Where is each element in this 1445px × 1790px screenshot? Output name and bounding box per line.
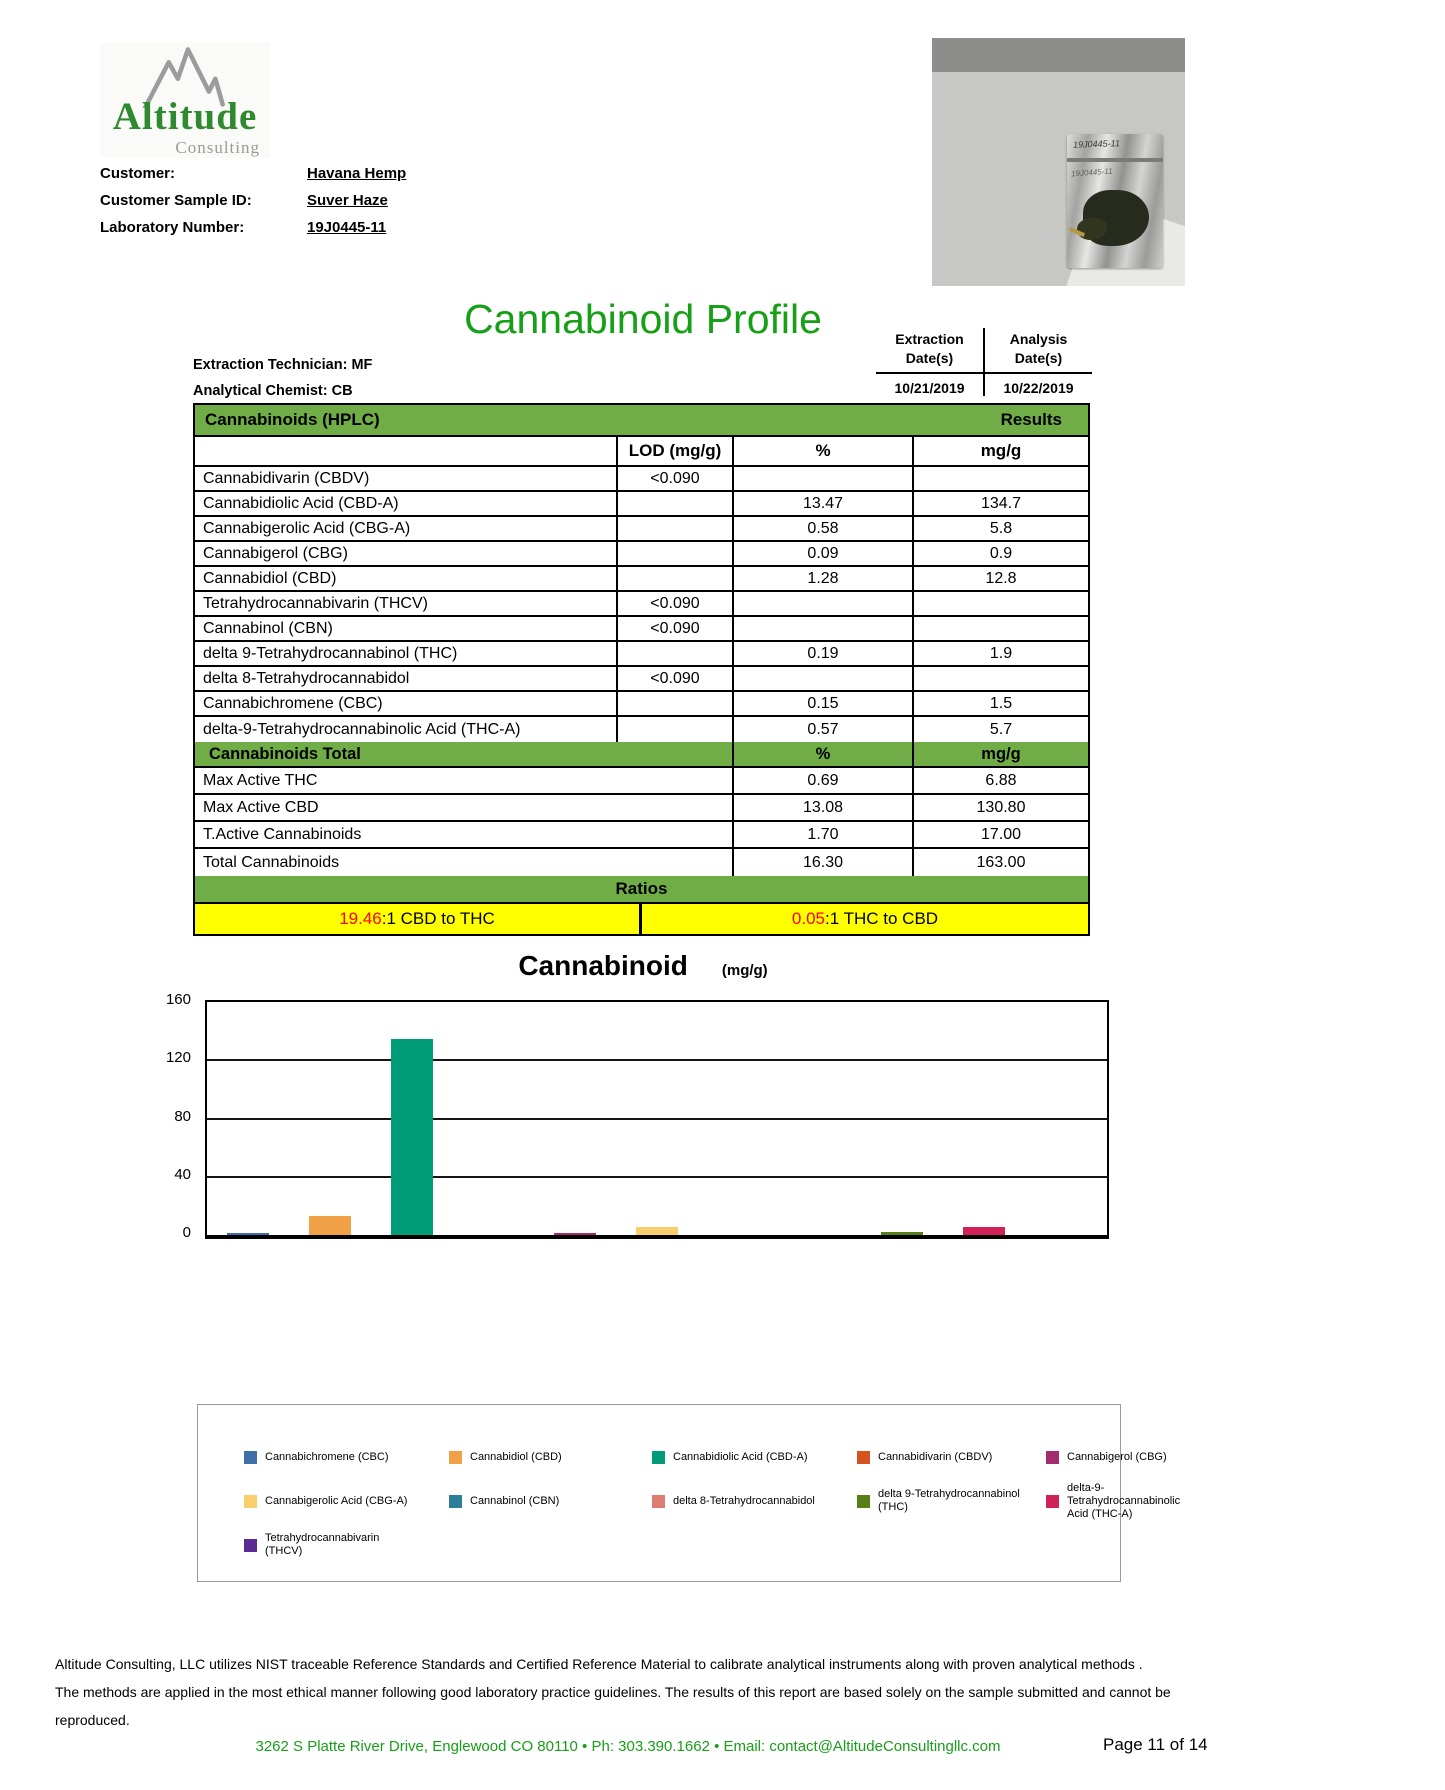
chart-bar: [554, 1233, 596, 1235]
lod-value: [618, 492, 734, 515]
y-tick-label: 0: [182, 1224, 191, 1241]
table-row: [195, 592, 1088, 617]
table-row: [195, 617, 1088, 642]
legend-item: [244, 1532, 449, 1558]
percent-value: 0.09: [734, 542, 914, 565]
sample-bag: [1067, 134, 1163, 268]
mgg-value: 134.7: [980, 494, 1022, 512]
cannabinoid-name: Cannabidivarin (CBDV): [195, 467, 618, 490]
lod-value: <0.090: [618, 617, 734, 640]
sample-id-value: Suver Haze: [307, 192, 388, 209]
dates-block: [876, 328, 1092, 396]
thc-to-cbd-ratio-value: 0.05: [791, 909, 826, 928]
bag-handwritten-label-2: 19J0445-11: [1070, 166, 1113, 179]
mgg-value: [914, 667, 1088, 690]
extraction-date-value: 10/21/2019: [894, 380, 965, 396]
extraction-date-header: [876, 328, 983, 374]
photo-background-band: [932, 38, 1185, 72]
extraction-label: Extraction: [895, 331, 964, 347]
mgg-value: 1.9: [989, 644, 1013, 662]
chart-bar: [963, 1227, 1005, 1235]
percent-value: [734, 592, 914, 615]
cannabinoid-name: Cannabigerol (CBG): [195, 542, 618, 565]
customer-row: [100, 160, 406, 187]
table-row: [195, 667, 1088, 692]
cbd-to-thc-ratio-value: 19.46: [339, 909, 382, 928]
extraction-date-column: [876, 328, 983, 396]
lod-column-header: LOD (mg/g): [618, 437, 734, 465]
cannabinoid-name: Cannabigerolic Acid (CBG-A): [195, 517, 618, 540]
lod-value: [618, 517, 734, 540]
mgg-value: [914, 592, 1088, 615]
legend-label: Cannabidivarin (CBDV): [878, 1450, 993, 1463]
cannabinoid-name: delta 9-Tetrahydrocannabinol (THC): [195, 642, 618, 665]
legend-item: [244, 1495, 449, 1508]
totals-header-row: [195, 742, 1088, 768]
total-name: Max Active CBD: [195, 795, 734, 820]
disclaimer-line: Altitude Consulting, LLC utilizes NIST traceable Reference Standards and Certified Reference Material to calibrate analytical instruments along with proven analytical methods .: [55, 1656, 1143, 1672]
percent-column-header: %: [734, 437, 914, 465]
cbd-to-thc-ratio-suffix: :1 CBD to THC: [381, 909, 495, 928]
percent-value: 0.19: [734, 642, 914, 665]
page-number: Page 11 of 14: [1103, 1735, 1208, 1754]
company-logo: [100, 42, 270, 158]
totals-mgg-header: mg/g: [981, 744, 1021, 763]
legend-label: Cannabichromene (CBC): [265, 1450, 389, 1463]
mgg-column-header: mg/g: [980, 441, 1022, 460]
ratios-header-row: Ratios: [195, 876, 1088, 904]
chart-bar: [227, 1233, 269, 1235]
bag-handwritten-label: 19J0445-11: [1072, 138, 1121, 150]
legend-label: Cannabinol (CBN): [470, 1494, 560, 1507]
chart-legend: [197, 1404, 1181, 1582]
disclaimer-line: The methods are applied in the most ethical manner following good laboratory practice guidelines. The results of this report are based solely on the sample submitted and cannot be: [55, 1684, 1171, 1700]
percent-value: [734, 617, 914, 640]
analysis-date-column: [983, 328, 1092, 396]
mgg-value: 0.9: [989, 544, 1013, 562]
total-mgg: 163.00: [976, 853, 1026, 871]
disclaimer-line: reproduced.: [55, 1712, 130, 1728]
lod-value: <0.090: [618, 592, 734, 615]
legend-item: [652, 1495, 857, 1508]
lod-value: [618, 692, 734, 715]
table-row: [195, 492, 1088, 517]
sample-id-label: Customer Sample ID:: [100, 192, 252, 209]
chart-title-text: Cannabinoid: [518, 950, 688, 981]
table-row: [195, 717, 1088, 742]
legend-item: [1046, 1451, 1180, 1464]
legend-label: Cannabigerol (CBG): [1067, 1450, 1167, 1463]
analytical-chemist: Analytical Chemist: CB: [193, 383, 353, 399]
legend-swatch: [652, 1495, 665, 1508]
chart-title: [193, 950, 1093, 982]
mgg-value: 12.8: [985, 569, 1017, 587]
bag-zip-seal: [1067, 158, 1163, 162]
total-percent: 16.30: [734, 849, 914, 876]
lod-value: <0.090: [618, 667, 734, 690]
legend-swatch: [244, 1451, 257, 1464]
mgg-value: 1.5: [989, 694, 1013, 712]
percent-value: 0.57: [734, 717, 914, 742]
gridline: [207, 1059, 1107, 1061]
total-percent: 1.70: [734, 822, 914, 847]
cannabinoid-name: delta-9-Tetrahydrocannabinolic Acid (THC-A): [195, 717, 618, 742]
table-row: [195, 642, 1088, 667]
total-mgg: 130.80: [976, 798, 1026, 816]
analysis-dates-sublabel: Date(s): [1014, 350, 1063, 366]
chart-bar: [636, 1227, 678, 1235]
legend-item: [1046, 1482, 1180, 1521]
legend-swatch: [857, 1451, 870, 1464]
analysis-date-value: 10/22/2019: [1003, 380, 1074, 396]
customer-label: Customer:: [100, 165, 176, 182]
chart-bar: [391, 1039, 433, 1235]
totals-rows: [195, 768, 1088, 876]
name-column-header: [195, 437, 618, 465]
percent-value: 0.58: [734, 517, 914, 540]
legend-label: delta 9-Tetrahydrocannabinol (THC): [878, 1488, 1020, 1513]
cbd-to-thc-ratio: [195, 904, 642, 934]
legend-swatch: [1046, 1495, 1059, 1508]
lod-value: [618, 642, 734, 665]
thc-to-cbd-ratio: [642, 904, 1088, 934]
sample-id-row: [100, 187, 406, 214]
legend-item: [857, 1488, 1046, 1514]
chart-plot: [205, 1000, 1109, 1239]
legend-swatch: [857, 1495, 870, 1508]
legend-item: [857, 1451, 1046, 1464]
totals-percent-header: %: [734, 742, 914, 766]
mgg-value: 5.7: [989, 720, 1013, 738]
percent-value: 1.28: [734, 567, 914, 590]
logo-title: Altitude: [112, 95, 258, 138]
sample-photo: [932, 38, 1185, 286]
lod-value: [618, 717, 734, 742]
y-tick-label: 120: [165, 1049, 191, 1067]
mgg-value: 5.8: [989, 519, 1013, 537]
y-tick-label: 160: [165, 991, 191, 1008]
extraction-dates-sublabel: Date(s): [905, 350, 954, 366]
legend-label: Cannabigerolic Acid (CBG-A): [265, 1494, 408, 1507]
legend-label: Cannabidiol (CBD): [470, 1450, 562, 1463]
percent-value: 0.15: [734, 692, 914, 715]
legend-swatch: [449, 1451, 462, 1464]
lab-number-value: 19J0445-11: [307, 219, 387, 236]
lod-value: <0.090: [618, 467, 734, 490]
chart-bar: [881, 1232, 923, 1235]
disclaimer-text: [55, 1650, 1395, 1734]
results-header-label: Results: [1000, 410, 1062, 429]
extraction-technician: Extraction Technician: MF: [193, 357, 373, 373]
total-name: T.Active Cannabinoids: [195, 822, 734, 847]
cannabinoid-name: Tetrahydrocannabivarin (THCV): [195, 592, 618, 615]
legend-swatch: [244, 1495, 257, 1508]
mgg-value: [914, 617, 1088, 640]
legend-swatch: [244, 1539, 257, 1552]
totals-row: [195, 795, 1088, 822]
legend-item: [652, 1451, 857, 1464]
cannabinoid-name: Cannabidiol (CBD): [195, 567, 618, 590]
lod-value: [618, 567, 734, 590]
legend-swatch: [652, 1451, 665, 1464]
legend-item: [244, 1451, 449, 1464]
total-name: Total Cannabinoids: [195, 849, 734, 876]
total-mgg: 6.88: [985, 771, 1017, 789]
cannabinoid-name: delta 8-Tetrahydrocannabidol: [195, 667, 618, 690]
table-row: [195, 517, 1088, 542]
y-tick-label: 40: [174, 1165, 191, 1183]
table-row: [195, 692, 1088, 717]
chart-y-axis: [145, 991, 197, 1241]
results-table: [193, 403, 1090, 936]
legend-label: Tetrahydrocannabivarin (THCV): [265, 1532, 380, 1557]
totals-header-label: Cannabinoids Total: [195, 742, 734, 766]
analysis-label: Analysis: [1009, 331, 1068, 347]
percent-value: [734, 467, 914, 490]
legend-label: Cannabidiolic Acid (CBD-A): [673, 1450, 808, 1463]
column-header-row: [195, 437, 1088, 467]
total-percent: 13.08: [734, 795, 914, 820]
legend-swatch: [449, 1495, 462, 1508]
table-row: [195, 467, 1088, 492]
lab-address: 3262 S Platte River Drive, Englewood CO 80110 • Ph: 303.390.1662 • Email: contact@AltitudeConsultingllc.com: [255, 1738, 1001, 1755]
legend-swatch: [1046, 1451, 1059, 1464]
legend-label: delta 8-Tetrahydrocannabidol: [673, 1494, 815, 1507]
total-name: Max Active THC: [195, 768, 734, 793]
logo-subtitle: Consulting: [175, 138, 260, 157]
customer-info: [100, 160, 406, 241]
chart-bar: [309, 1216, 351, 1235]
lod-value: [618, 542, 734, 565]
gridline: [207, 1118, 1107, 1120]
totals-row: [195, 822, 1088, 849]
chart-unit-label: (mg/g): [721, 962, 768, 979]
legend-item: [449, 1495, 652, 1508]
lab-number-label: Laboratory Number:: [100, 219, 245, 236]
customer-value: Havana Hemp: [307, 165, 407, 182]
thc-to-cbd-ratio-suffix: :1 THC to CBD: [825, 909, 939, 928]
section-header-label: Cannabinoids (HPLC): [205, 410, 380, 429]
cannabinoid-name: Cannabidiolic Acid (CBD-A): [195, 492, 618, 515]
total-percent: 0.69: [734, 768, 914, 793]
mgg-value: [914, 467, 1088, 490]
cannabinoid-rows: [195, 467, 1088, 742]
table-section-header: [195, 405, 1088, 437]
analysis-date-header: [985, 328, 1092, 374]
totals-row: [195, 849, 1088, 876]
table-row: [195, 567, 1088, 592]
totals-row: [195, 768, 1088, 795]
personnel-block: [193, 352, 372, 404]
gridline: [207, 1176, 1107, 1178]
table-row: [195, 542, 1088, 567]
legend-label: delta-9-Tetrahydrocannabinolic Acid (THC-A): [1067, 1481, 1181, 1520]
cannabinoid-name: Cannabichromene (CBC): [195, 692, 618, 715]
legend-item: [449, 1451, 652, 1464]
cannabinoid-name: Cannabinol (CBN): [195, 617, 618, 640]
percent-value: [734, 667, 914, 690]
page-title: Cannabinoid Profile: [464, 296, 822, 342]
lab-number-row: [100, 214, 406, 241]
total-mgg: 17.00: [980, 825, 1022, 843]
ratio-values-row: [195, 904, 1088, 934]
y-tick-label: 80: [174, 1107, 191, 1125]
percent-value: 13.47: [734, 492, 914, 515]
